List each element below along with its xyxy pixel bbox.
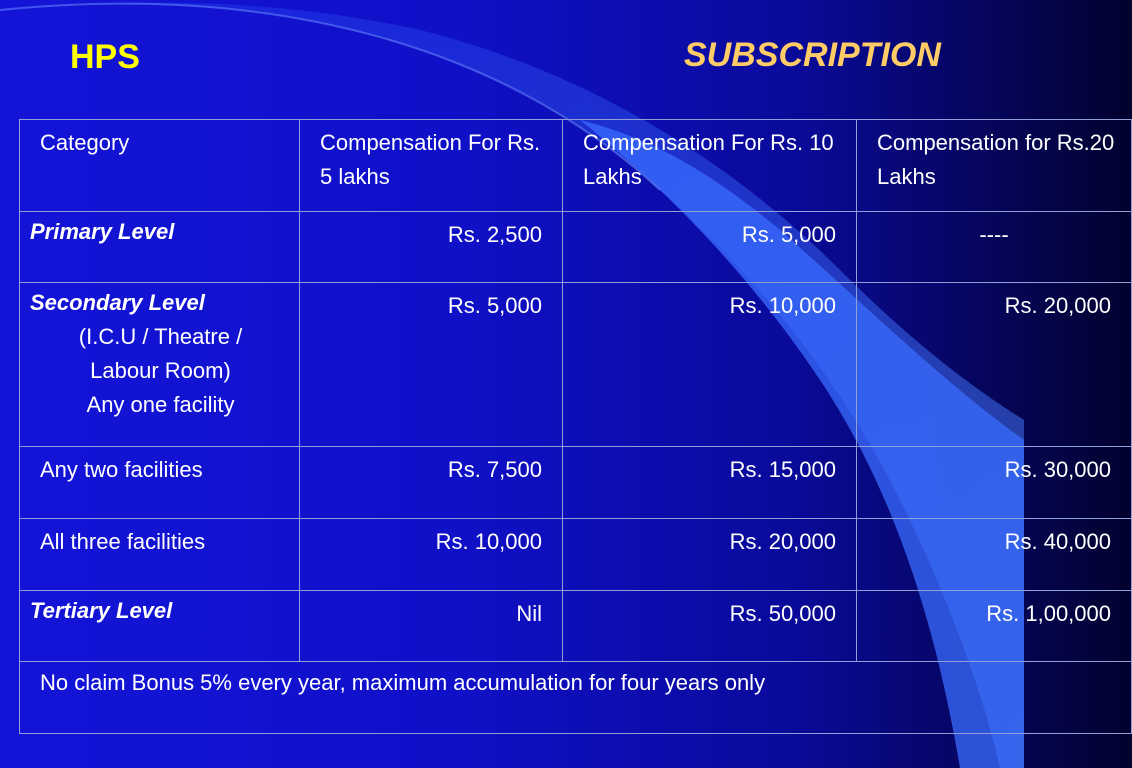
table-row (20, 519, 1132, 591)
table-row (20, 283, 1132, 447)
cell-value: Rs. 10,000 (563, 283, 857, 447)
level-label: Tertiary Level (30, 598, 173, 623)
category-sub-line: Labour Room) (90, 358, 231, 383)
subscription-table (19, 119, 1132, 734)
cell-value: Rs. 10,000 (300, 519, 563, 591)
header-category: Category (20, 120, 300, 212)
header-comp-5-lakhs: Compensation For Rs. 5 lakhs (300, 120, 563, 212)
cell-value: Rs. 2,500 (300, 212, 563, 283)
cell-value: Rs. 1,00,000 (857, 591, 1132, 662)
footer-note: No claim Bonus 5% every year, maximum accumulation for four years only (20, 662, 1132, 734)
header-row (20, 120, 1132, 212)
cell-value: Rs. 5,000 (563, 212, 857, 283)
category-sub-line: Any one facility (86, 392, 235, 417)
row-category: Any two facilities (20, 447, 300, 519)
row-category (20, 283, 300, 447)
level-label: Secondary Level (30, 290, 205, 315)
cell-value: Rs. 40,000 (857, 519, 1132, 591)
footer-row (20, 662, 1132, 734)
category-sub-line: (I.C.U / Theatre / (78, 324, 243, 349)
row-category: All three facilities (20, 519, 300, 591)
row-category (20, 591, 300, 662)
row-category (20, 212, 300, 283)
cell-value: Rs. 20,000 (857, 283, 1132, 447)
header-comp-10-lakhs: Compensation For Rs. 10 Lakhs (563, 120, 857, 212)
cell-value: Nil (300, 591, 563, 662)
cell-value: Rs. 15,000 (563, 447, 857, 519)
cell-value: ---- (857, 212, 1132, 283)
cell-value: Rs. 50,000 (563, 591, 857, 662)
header-comp-20-lakhs: Compensation for Rs.20 Lakhs (857, 120, 1132, 212)
level-label: Primary Level (30, 219, 175, 244)
table-row (20, 212, 1132, 283)
cell-value: Rs. 20,000 (563, 519, 857, 591)
table-row (20, 447, 1132, 519)
cell-value: Rs. 7,500 (300, 447, 563, 519)
title-hps: HPS (70, 38, 140, 76)
cell-value: Rs. 30,000 (857, 447, 1132, 519)
table-row (20, 591, 1132, 662)
cell-value: Rs. 5,000 (300, 283, 563, 447)
title-subscription: SUBSCRIPTION (684, 36, 941, 74)
